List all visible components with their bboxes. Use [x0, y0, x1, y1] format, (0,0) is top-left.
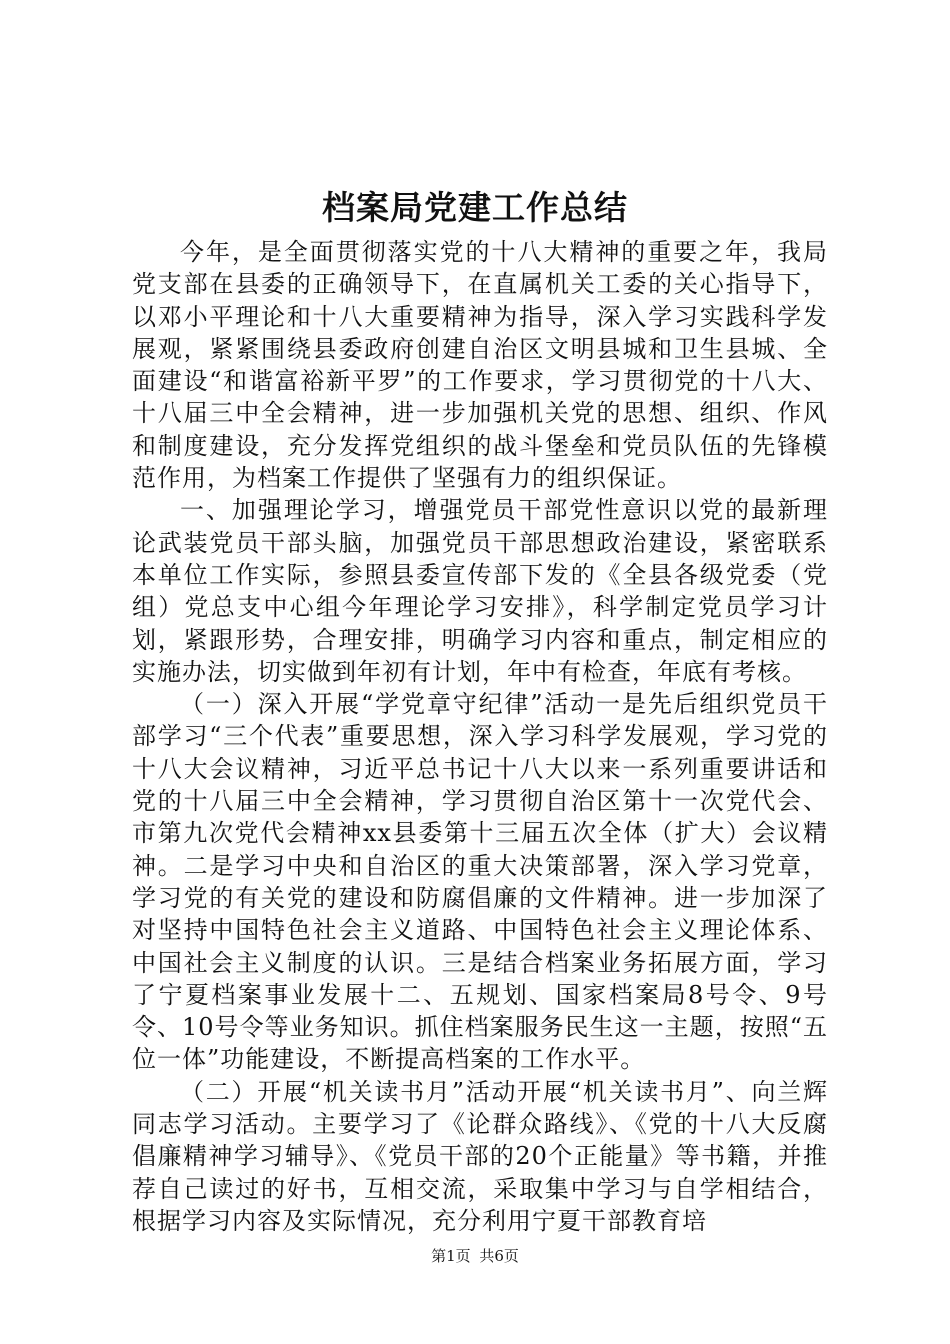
document-title: 档案局党建工作总结 [322, 188, 628, 227]
paragraph-intro: 今年，是全面贯彻落实党的十八大精神的重要之年，我局党支部在县委的正确领导下，在直属机关工委的关心指导下，以邓小平理论和十八大重要精神为指导，深入学习实践科学发展观，紧紧围绕县委政府创建自治区文明县城和卫生县城、全面建设“和谐富裕新平罗”的工作要求，学习贯彻党的十八大、十八届三中全会精神，进一步加强机关党的思想、组织、作风和制度建设，充分发挥党组织的战斗堡垒和党员队伍的先锋模范作用，为档案工作提供了坚强有力的组织保证。 [132, 238, 828, 493]
paragraph-subsection-2: （二）开展“机关读书月”活动开展“机关读书月”、向兰辉同志学习活动。主要学习了《论群众路线》、《党的十八大反腐倡廉精神学习辅导》、《党员干部的20个正能量》等书籍，并推荐自己读过的好书，互相交流，采取集中学习与自学相结合，根据学习内容及实际情况，充分利用宁夏干部教育培 [132, 1077, 828, 1235]
page-number: 第1页 [431, 1247, 471, 1265]
paragraph-section-1: 一、加强理论学习，增强党员干部党性意识以党的最新理论武装党员干部头脑，加强党员干部思想政治建设，紧密联系本单位工作实际，参照县委宣传部下发的《全县各级党委（党组）党总支中心组今年理论学习安排》，科学制定党员学习计划，紧跟形势，合理安排，明确学习内容和重点，制定相应的实施办法，切实做到年初有计划，年中有检查，年底有考核。 [132, 496, 828, 686]
paragraph-subsection-1: （一）深入开展“学党章守纪律”活动一是先后组织党员干部学习“三个代表”重要思想，深入学习科学发展观，学习党的十八大会议精神，习近平总书记十八大以来一系列重要讲话和党的十八届三中全会精神，学习贯彻自治区第十一次党代会、市第九次党代会精神xx县委第十三届五次全体（扩大）会议精神。二是学习中央和自治区的重大决策部署，深入学习党章，学习党的有关党的建设和防腐倡廉的文件精神。进一步加深了对坚持中国特色社会主义道路、中国特色社会主义理论体系、中国社会主义制度的认识。三是结合档案业务拓展方面，学习了宁夏档案事业发展十二、五规划、国家档案局8号令、9号令、10号令等业务知识。抓住档案服务民生这一主题，按照“五位一体”功能建设，不断提高档案的工作水平。 [132, 690, 828, 1074]
page-total: 共6页 [479, 1247, 519, 1265]
document-body [132, 236, 828, 1237]
page-footer [0, 1246, 950, 1266]
